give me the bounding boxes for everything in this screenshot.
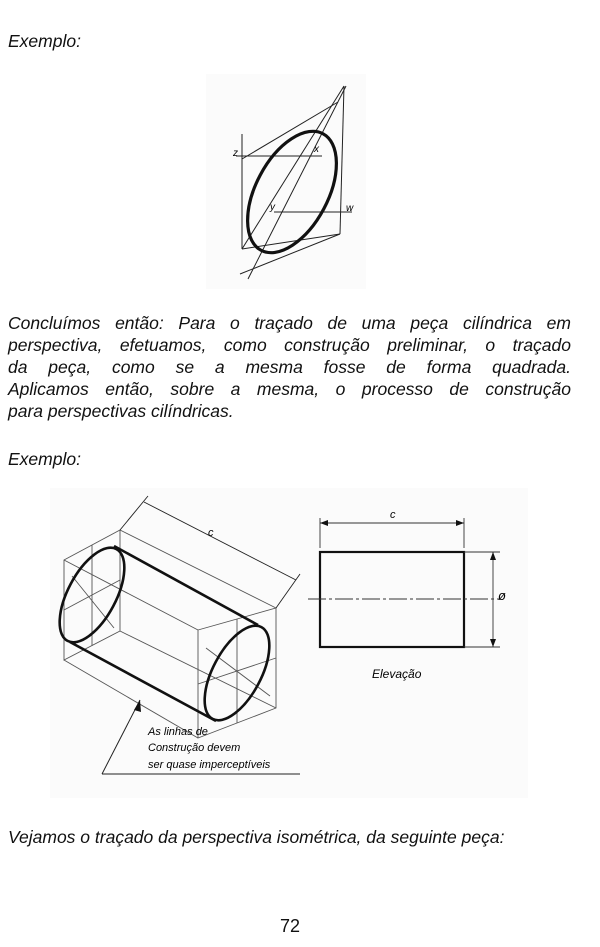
- label-y: y: [270, 202, 275, 213]
- paragraph-line-3: da peça, como se a mesma fosse de forma quadrada.: [8, 357, 571, 377]
- cylinder-top-outline: [114, 546, 258, 625]
- arrow-d-top: [490, 552, 496, 560]
- note-leader-line: [102, 700, 140, 774]
- example-heading-2: Exemplo:: [8, 449, 81, 469]
- paragraph-line-5: para perspectivas cilíndricas.: [8, 401, 234, 421]
- rhombus-side-3: [242, 86, 344, 249]
- paragraph-line-2: perspectiva, efetuamos, como construção preliminar, o traçado: [8, 335, 571, 355]
- figure-cylinder-perspective: [50, 488, 528, 798]
- label-x: x: [314, 144, 319, 155]
- iso-dim-line-c: [144, 502, 296, 580]
- note-line-1: As linhas de: [148, 726, 208, 738]
- label-z: z: [233, 148, 238, 159]
- elevation-dimension-c: c: [390, 509, 396, 521]
- arrow-d-bottom: [490, 639, 496, 647]
- paragraph-line-1: Concluímos então: Para o traçado de uma peça cilíndrica em: [8, 313, 571, 333]
- cylinder-bottom-outline: [70, 642, 216, 721]
- iso-dim-extension-2: [276, 574, 300, 608]
- elevation-rectangle: [320, 552, 464, 647]
- arrow-c-right: [456, 520, 464, 526]
- elevation-dimension-diameter: ø: [498, 588, 506, 603]
- paragraph-line-4: Aplicamos então, sobre a mesma, o processo de construção: [8, 379, 571, 399]
- example-heading-1: Exemplo:: [8, 31, 81, 51]
- elevation-label: Elevação: [372, 667, 422, 681]
- iso-dim-extension-1: [120, 496, 148, 530]
- paragraph-isometric-intro: Vejamos o traçado da perspectiva isométrica, da seguinte peça:: [8, 827, 505, 847]
- label-w: w: [346, 203, 354, 214]
- iso-dimension-c: c: [208, 527, 214, 539]
- figure-ellipse-in-rhombus: [206, 74, 366, 289]
- arrow-c-left: [320, 520, 328, 526]
- note-line-3: ser quase imperceptíveis: [148, 759, 271, 771]
- box-edge-top-1: [120, 530, 276, 608]
- box-edge-top-2: [64, 560, 198, 630]
- note-line-2: Construção devem: [148, 742, 241, 754]
- cylinder-front-end: [50, 538, 138, 652]
- page-number: 72: [279, 916, 301, 936]
- rhombus-side-6: [240, 234, 340, 274]
